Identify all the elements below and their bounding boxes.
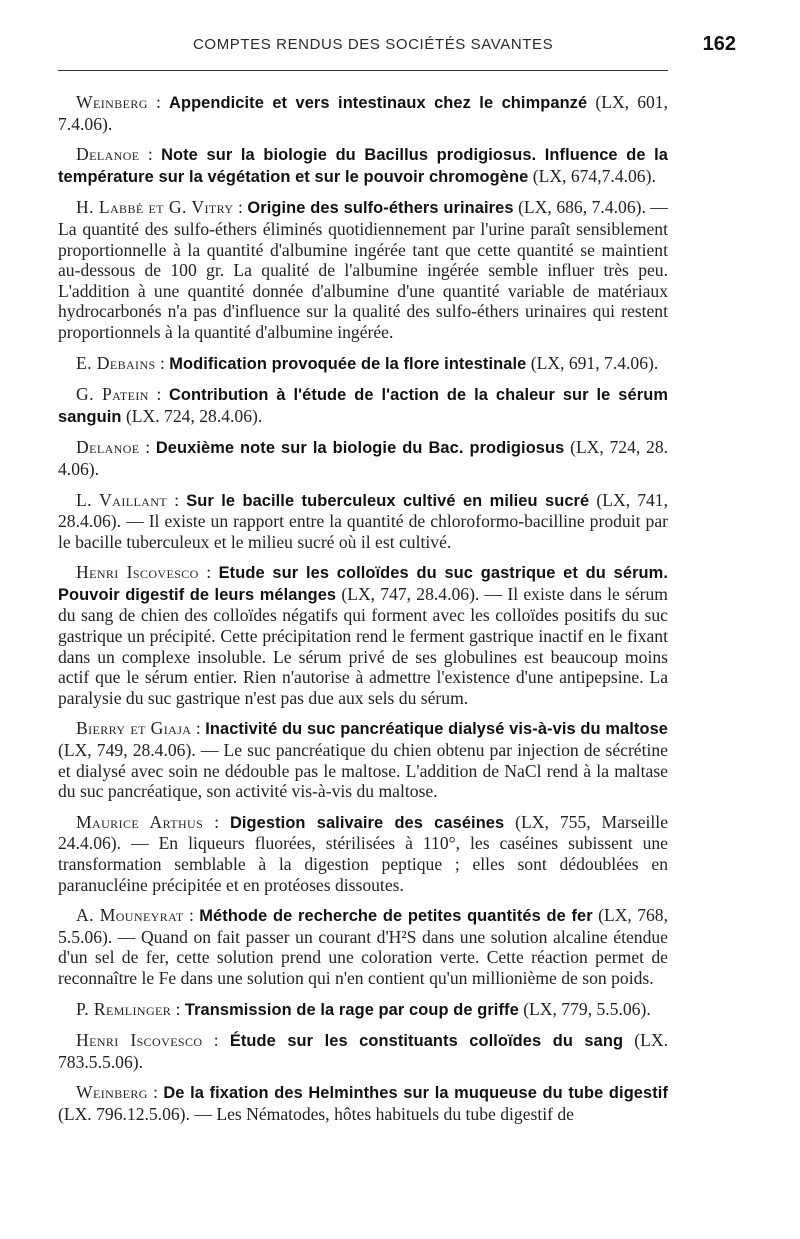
- entry-author: H. Labbé et G. Vitry: [76, 197, 234, 218]
- entry-separator: :: [191, 718, 206, 739]
- entry-author: Delanoe: [76, 144, 140, 165]
- entry-remlinger: [58, 999, 668, 1021]
- entry-author: Weinberg: [76, 1082, 148, 1103]
- body-text: [58, 92, 668, 1135]
- running-title: COMPTES RENDUS DES SOCIÉTÉS SAVANTES: [193, 36, 554, 53]
- entry-title: Transmission de la rage par coup de griffe: [184, 1000, 519, 1019]
- entry-text: (LX. 796.12.5.06). — Les Nématodes, hôtes habituels du tube digestif de: [58, 1103, 574, 1124]
- entry-title: Appendicite et vers intestinaux chez le chimpanzé: [169, 94, 588, 112]
- entry-text: (LX, 686, 7.4.06). — La quantité des sulfo-éthers éliminés quotidiennement par l'urine paraît sensiblement proportionnelle à la quantité d'albumine ingérée tant que cette quantité se maintient au-dessous de 100 gr. La qualité de l'albumine ingérée semble influer très peu. L'addition à une quantité donnée d'albumine d'une quantité variable de matériaux hydrocarbonés n'a pas d'influence sur la qualité des sulfo-éthers urinaires qui restent proportionnels à la quantité d'albumine ingérée.: [58, 197, 668, 342]
- entry-title: Étude sur les constituants colloïdes du sang: [229, 1032, 624, 1051]
- entry-separator: :: [155, 352, 170, 373]
- entry-text: (LX, 674,7.4.06).: [528, 165, 656, 186]
- entry-delanoe-second: [58, 437, 668, 479]
- entry-text: (LX, 601, 7.4.06).: [58, 92, 669, 134]
- page-header: [58, 33, 736, 60]
- entry-labbe-vitry: [58, 197, 668, 342]
- entry-author: E. Debains: [76, 352, 156, 373]
- entry-weinberg-helminthes: [58, 1082, 668, 1124]
- entry-vaillant: [58, 490, 668, 553]
- entry-text: (LX, 749, 28.4.06). — Le suc pancréatique du chien obtenu par injection de sécrétine et dialysé avec soin ne dédouble pas le maltose. L'addition de NaCl rend à la maltase du suc pancréatique, son activité vis-à-vis du maltose.: [58, 740, 668, 802]
- entry-iscovesco-colloides: [58, 562, 668, 708]
- entry-text: (LX, 741, 28.4.06). — Il existe un rapport entre la quantité de chloroformo-bacilline produit par le bacille tuberculeux et le milieu sucré où il est cultivé.: [58, 489, 669, 552]
- entry-separator: :: [203, 811, 230, 832]
- entry-separator: :: [183, 905, 200, 926]
- header-rule: [58, 70, 668, 71]
- entry-title: Origine des sulfo-éthers urinaires: [247, 199, 514, 218]
- entry-title: Digestion salivaire des caséines: [229, 813, 505, 832]
- entry-title: Note sur la biologie du Bacillus prodigiosus. Influence de la température sur la végétation et sur le pouvoir chromogène: [58, 146, 669, 186]
- entry-separator: :: [147, 92, 170, 112]
- entry-text: (LX. 724, 28.4.06).: [121, 405, 263, 426]
- page-number: 162: [702, 33, 736, 55]
- entry-patein: [58, 384, 668, 427]
- entry-text: (LX, 755, Marseille 24.4.06). — En liqueurs fluorées, stérilisées à 110°, les caséines subissent une transformation semblable à la digestion peptique ; elles sont dédoublées en paranucléine précipitée et en protéoses dissoutes.: [58, 811, 668, 895]
- entry-title: Etude sur les colloïdes du suc gastrique et du sérum. Pouvoir digestif de leurs mélanges: [58, 564, 668, 604]
- entry-author: Delanoe: [76, 437, 140, 458]
- entry-title: Deuxième note sur la biologie du Bac. prodigiosus: [155, 439, 565, 458]
- entry-author: Bierry et Giaja: [76, 718, 192, 739]
- entry-author: L. Vaillant: [76, 489, 168, 510]
- entry-title: Méthode de recherche de petites quantités de fer: [199, 907, 593, 926]
- entry-separator: :: [171, 998, 185, 1019]
- entry-author: Weinberg: [76, 92, 148, 112]
- entry-author: A. Mouneyrat: [76, 905, 184, 926]
- entry-separator: :: [202, 1030, 230, 1051]
- entry-arthus: [58, 812, 668, 895]
- entry-separator: :: [167, 489, 187, 510]
- entry-text: (LX, 691, 7.4.06).: [526, 352, 659, 373]
- entry-iscovesco-sang: [58, 1030, 668, 1072]
- entry-text: (LX, 747, 28.4.06). — Il existe dans le sérum du sang de chien des colloïdes négatifs qui forment avec les colloïdes positifs du suc gastrique un précipité. Cette précipitation rend le ferment gastrique inactif en le fixant dans un complexe insoluble. Le sérum privé de ses globulines est beaucoup moins actif que le sérum entier. Rien n'autorise à admettre l'existence d'une antipepsine. La paralysie du suc gastrique n'est pas due aux sels du sérum.: [58, 583, 668, 708]
- entry-text: (LX. 783.5.5.06).: [58, 1030, 668, 1072]
- entry-title: Contribution à l'étude de l'action de la chaleur sur le sérum sanguin: [58, 386, 668, 426]
- entry-separator: :: [147, 1082, 164, 1103]
- entry-author: P. Remlinger: [76, 998, 172, 1019]
- entry-author: G. Patein: [76, 384, 149, 405]
- entry-title: Inactivité du suc pancréatique dialysé vis-à-vis du maltose: [205, 720, 669, 739]
- entry-separator: :: [139, 144, 162, 165]
- entry-text: (LX, 768, 5.5.06). — Quand on fait passer un courant d'H²S dans une solution alcaline étendue d'un sel de fer, cette solution prend une coloration verte. Cette réaction permet de reconnaître le Fe dans une solution qui n'en contient qu'un millionième de son poids.: [58, 905, 669, 988]
- entry-author: Henri Iscovesco: [76, 1030, 203, 1051]
- entry-author: Maurice Arthus: [76, 811, 204, 832]
- entry-separator: :: [233, 197, 248, 218]
- entry-title: De la fixation des Helminthes sur la muqueuse du tube digestif: [163, 1084, 669, 1103]
- entry-text: (LX, 724, 28. 4.06).: [58, 437, 669, 479]
- entry-title: Modification provoquée de la flore intestinale: [169, 354, 527, 373]
- entry-weinberg-appendicite: [58, 92, 668, 134]
- entry-delanoe-bacillus: [58, 144, 668, 187]
- entry-debains: [58, 353, 668, 375]
- entry-text: (LX, 779, 5.5.06).: [518, 998, 651, 1019]
- entry-author: Henri Iscovesco: [76, 562, 199, 583]
- entry-separator: :: [139, 437, 156, 458]
- entry-separator: :: [198, 562, 219, 583]
- entry-separator: :: [148, 384, 169, 405]
- entry-bierry-giaja: [58, 718, 668, 801]
- entry-mouneyrat: [58, 905, 668, 988]
- entry-title: Sur le bacille tuberculeux cultivé en milieu sucré: [186, 491, 590, 510]
